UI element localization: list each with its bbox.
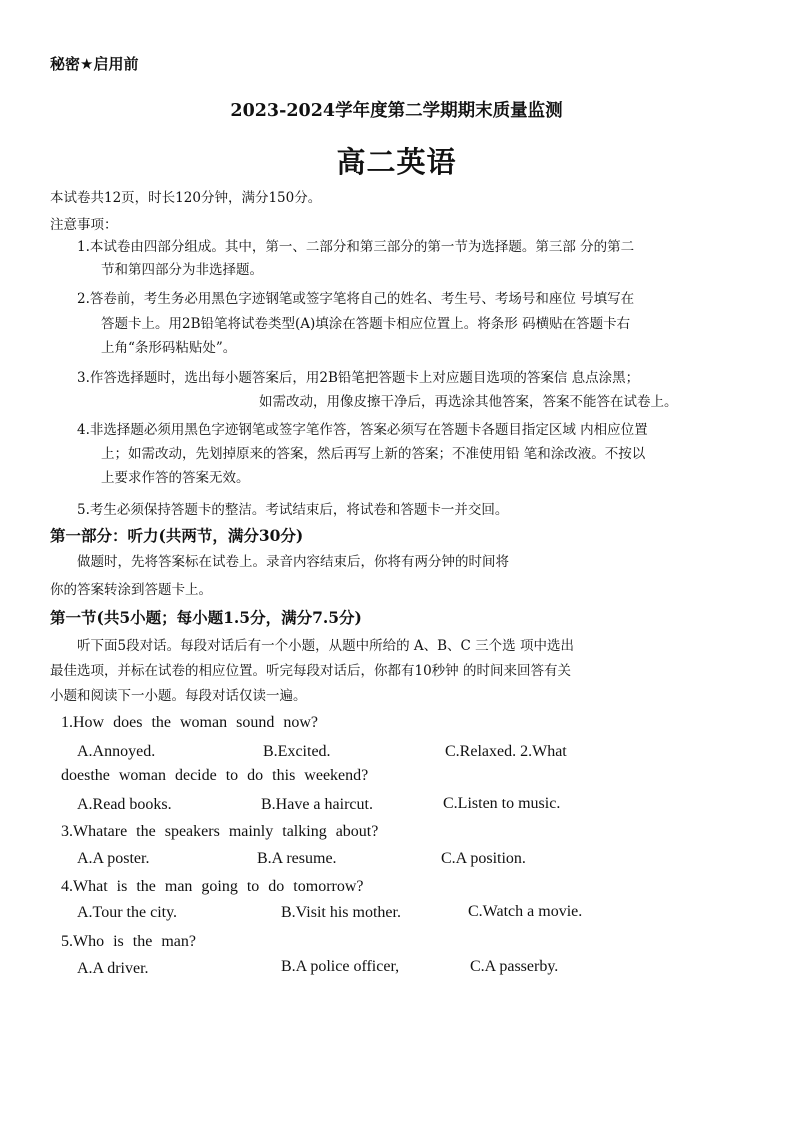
exam-title: 2023-2024学年度第二学期期末质量监测 xyxy=(230,101,563,121)
notice-item-3-line-2: 如需改动，用像皮擦干净后，再选涂其他答案，答案不能答在试卷上。 xyxy=(259,394,678,410)
notice-item-1-line-2: 节和第四部分为非选择题。 xyxy=(101,262,263,278)
section1-instruction-line-2: 最佳选项，并标在试卷的相应位置。听完每段对话后，你都有10秒钟 的时间来回答有关 xyxy=(50,663,571,679)
question-5-option-a: A.A driver. xyxy=(77,960,149,977)
part1-heading: 第一部分：听力(共两节，满分30分) xyxy=(50,526,304,545)
notice-heading: 注意事项： xyxy=(50,217,118,233)
question-1-stem: 1.How does the woman sound now? xyxy=(61,714,318,731)
question-4-stem: 4.What is the man going to do tomorrow? xyxy=(61,878,364,895)
section1-instruction-line-1: 听下面5段对话。每段对话后有一个小题，从题中所给的 A、B、C 三个选 项中选出 xyxy=(77,638,574,654)
question-3-option-b: B.A resume. xyxy=(257,850,337,867)
part1-intro-line-2: 你的答案转涂到答题卡上。 xyxy=(50,582,212,598)
notice-item-3-line-1: 3.作答选择题时，选出每小题答案后，用2B铅笔把答题卡上对应题目选项的答案信 息点涂黑； xyxy=(77,370,640,386)
question-5-option-b: B.A police officer, xyxy=(281,958,400,975)
question-1-option-a: A.Annoyed. xyxy=(77,743,156,760)
question-3-stem: 3.Whatare the speakers mainly talking about? xyxy=(61,823,379,840)
notice-item-4-line-1: 4.非选择题必须用黑色字迹钢笔或签字笔作答，答案必须写在答题卡各题目指定区域 内相应位置 xyxy=(77,422,648,438)
confidential-label: 秘密★启用前 xyxy=(50,55,139,73)
question-4-option-c: C.Watch a movie. xyxy=(468,903,583,920)
question-5-stem: 5.Who is the man? xyxy=(61,933,196,950)
section1-instruction-line-3: 小题和阅读下一小题。每段对话仅读一遍。 xyxy=(50,688,307,704)
notice-item-2-line-2: 答题卡上。用2B铅笔将试卷类型(A)填涂在答题卡相应位置上。将条形 码横贴在答题卡右 xyxy=(101,316,631,332)
question-2-stem: doesthe woman decide to do this weekend? xyxy=(61,767,369,784)
question-2-option-c: C.Listen to music. xyxy=(443,795,561,812)
section1-heading: 第一节(共5小题；每小题1.5分，满分7.5分) xyxy=(50,608,362,627)
notice-item-4-line-3: 上要求作答的答案无效。 xyxy=(101,470,250,486)
question-3-option-a: A.A poster. xyxy=(77,850,150,867)
notice-item-2-line-3: 上角“条形码粘贴处”。 xyxy=(101,340,237,356)
exam-info: 本试卷共12页，时长120分钟，满分150分。 xyxy=(50,190,322,206)
question-5-option-c: C.A passerby. xyxy=(470,958,559,975)
notice-item-2-line-1: 2.答卷前，考生务必用黑色字迹钢笔或签字笔将自己的姓名、考生号、考场号和座位 号填写在 xyxy=(77,291,635,307)
subject-title: 高二英语 xyxy=(336,145,457,179)
notice-item-4-line-2: 上；如需改动，先划掉原来的答案，然后再写上新的答案；不准使用铅 笔和涂改液。不按以 xyxy=(101,446,646,462)
question-1-option-c: C.Relaxed. 2.What xyxy=(445,743,567,760)
question-1-option-b: B.Excited. xyxy=(263,743,331,760)
notice-item-5-line-1: 5.考生必须保持答题卡的整洁。考试结束后，将试卷和答题卡一并交回。 xyxy=(77,502,509,518)
question-3-option-c: C.A position. xyxy=(441,850,526,867)
question-4-option-b: B.Visit his mother. xyxy=(281,904,401,921)
part1-intro-line-1: 做题时，先将答案标在试卷上。录音内容结束后，你将有两分钟的时间将 xyxy=(77,554,509,570)
notice-item-1-line-1: 1.本试卷由四部分组成。其中，第一、二部分和第三部分的第一节为选择题。第三部 分的第二 xyxy=(77,239,635,255)
question-4-option-a: A.Tour the city. xyxy=(77,904,178,921)
question-2-option-b: B.Have a haircut. xyxy=(261,796,373,813)
question-2-option-a: A.Read books. xyxy=(77,796,172,813)
